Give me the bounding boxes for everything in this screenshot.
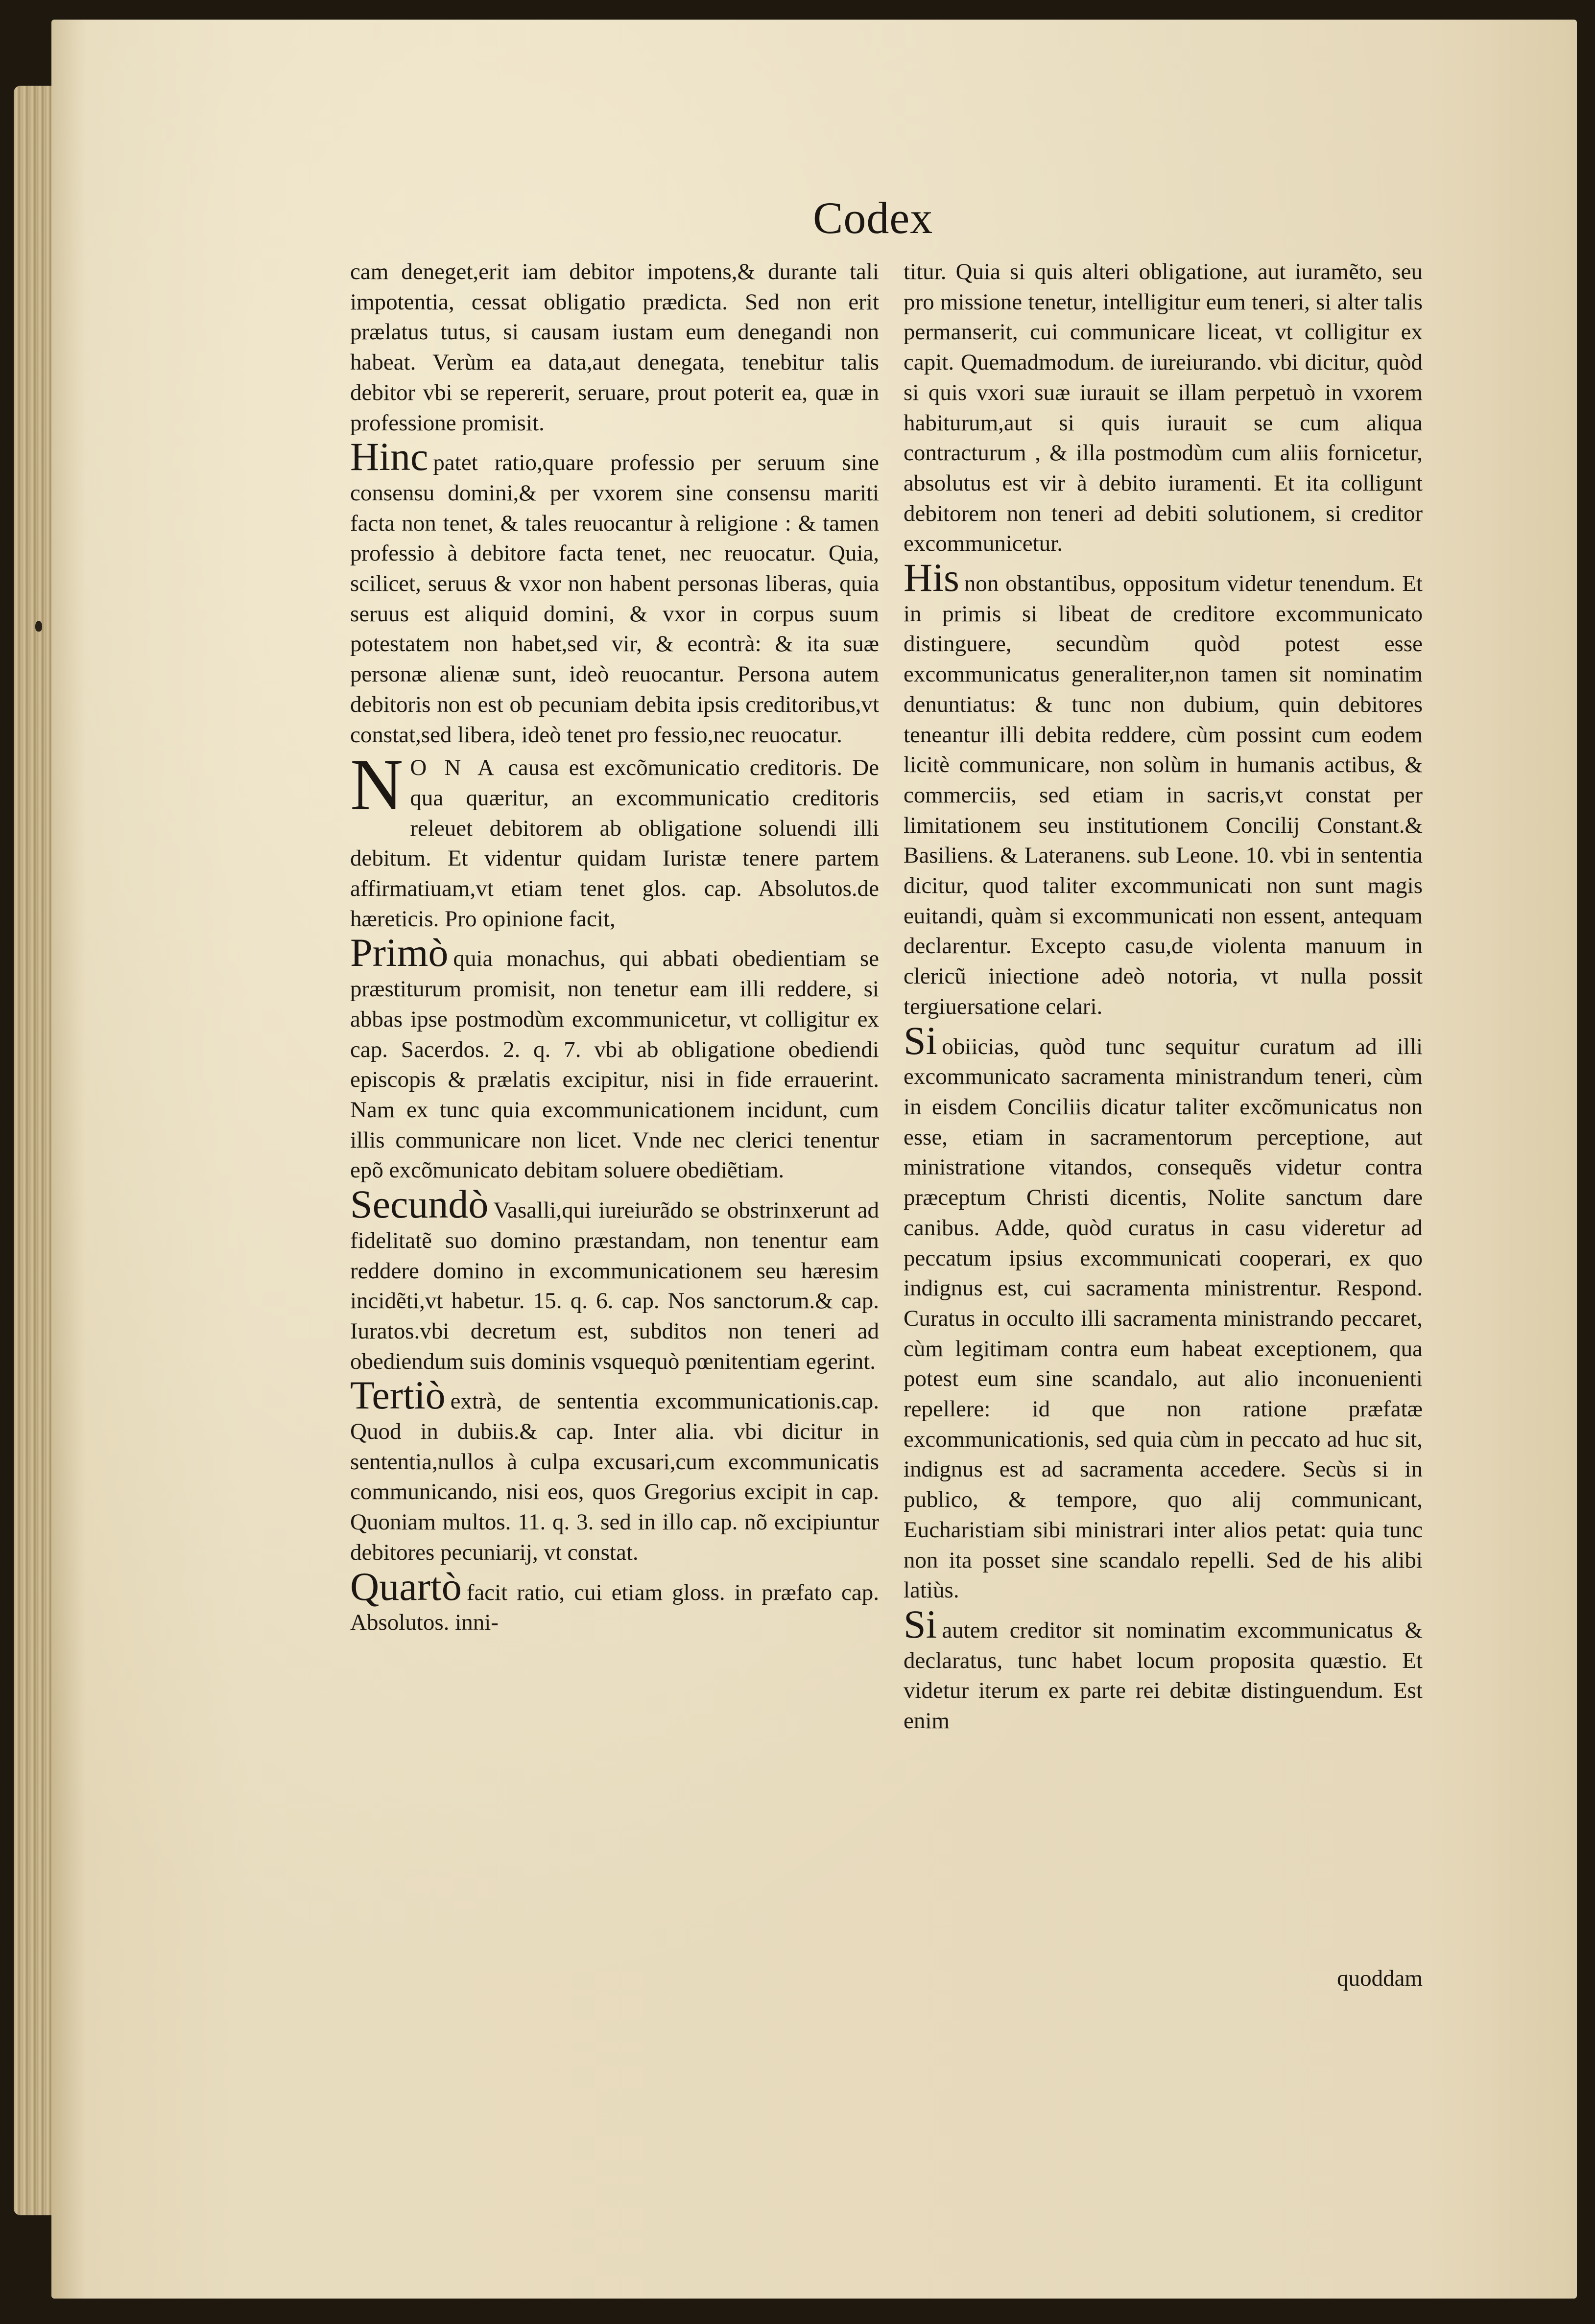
paragraph-text: facit ratio, cui etiam gloss. in præfato cap. Absolutos. inni-	[350, 1579, 879, 1636]
paragraph-lead-word: Hinc	[350, 434, 429, 479]
paragraph-text: obiicias, quòd tunc sequitur curatum ad illi excommunicato sacramenta ministrandum teneri, cùm in eisdem Conciliis dicatur taliter excõmunicatus non esse, etiam in sacramentorum perceptione, aut ministratione vitandos, consequẽs videtur contra præceptum Christi dicentis, Nolite sanctum dare canibus. Adde, quòd curatus in casu videretur ad peccatum ipsius excommunicati cooperari, ex quo indignus est, cui sacramenta ministrentur. Respond. Curatus in occulto illi sacramenta ministrando peccaret, cùm legitimam contra eum habeat exceptionem, qua potest eum sine scandalo, aut alio inconuenienti repellere: id que non ratione præfatæ excommunicationis, sed quia cùm in peccato ad huc sit, indignus est ad sacramenta accedere. Secùs si in publico, & tempore, quo alij communicant, Eucharistiam sibi ministrari inter alios petat: quia tunc non ita posset sine scandalo repelli. Sed de his alibi latiùs.	[904, 1033, 1423, 1603]
paragraph-text: non obstantibus, oppositum videtur tenendum. Et in primis si libeat de creditore excommunicato distinguere, secundùm quòd potest esse excommunicatus generaliter,non tamen sit nominatim denuntiatus: & tunc non dubium, quin debitores teneantur illi debita reddere, cùm possint cum eodem licitè communicare, non solùm in humanis actibus, & commerciis, sed etiam in sacris,vt constat per limitationem seu institutionem Concilij Constant.& Basiliens. & Lateranens. sub Leone. 10. vbi in sententia dicitur, quod taliter excommunicati non sunt magis euitandi, quàm si excommunicati non essent, antequam declarentur. Excepto casu,de violenta manuum in clericũ iniectione adeò notoria, vt nulla possit tergiuersatione celari.	[904, 571, 1423, 1019]
paragraph	[350, 1182, 879, 1377]
paragraph	[904, 1601, 1423, 1737]
paragraph-text: autem creditor sit nominatim excommunicatus & declaratus, tunc habet locum proposita quæstio. Et videtur iterum ex parte rei debitæ distinguendum. Est enim	[904, 1617, 1423, 1734]
paragraph	[350, 257, 879, 438]
ink-mark	[35, 621, 42, 632]
paragraph	[350, 1373, 879, 1568]
paragraph-text: quia monachus, qui abbati obedientiam se præstiturum promisit, non tenetur eam illi reddere, si abbas ipse postmodùm excommunicetur, vt colligitur ex cap. Sacerdos. 2. q. 7. vbi ab obligatione obediendi episcopis & prælatis excipitur, nisi in fide errauerint. Nam ex tunc quia excommunicationem incidunt, cum illis communicare non licet. Vnde nec clerici tenentur epõ excõmunicato debitam soluere obediẽtiam.	[350, 946, 879, 1183]
paragraph-lead-word: Primò	[350, 930, 449, 975]
left-column	[350, 257, 879, 1638]
paragraph-text: cam deneget,erit iam debitor impotens,& durante tali impotentia, cessat obligatio prædicta. Sed non erit prælatus tutus, si causam iustam eum denegandi non habeat. Verùm ea data,aut denegata, tenebitur talis debitor vbi se repererit, seruare, prout poterit ea, quæ in professione promisit.	[350, 259, 879, 436]
paragraph	[350, 1564, 879, 1638]
running-head: Codex	[813, 193, 933, 243]
paragraph-lead-word: Si	[904, 1601, 937, 1646]
paragraph-lead-word: Secundò	[350, 1182, 489, 1227]
paragraph	[904, 555, 1423, 1022]
paragraph-lead-word: Tertiò	[350, 1373, 446, 1418]
small-caps-word: O N A	[410, 755, 498, 781]
paragraph-lead-word: Quartò	[350, 1564, 462, 1609]
paragraph	[350, 744, 880, 934]
paragraph	[350, 434, 879, 750]
paragraph-text: titur. Quia si quis alteri obligatione, aut iuramẽto, seu pro missione tenetur, intelligitur eum teneri, si alter talis permanserit, cui communicare liceat, vt colligitur ex capit. Quemadmodum. de iureiurando. vbi dicitur, quòd si quis vxori suæ iurauit se illam perpetuò in vxorem habiturum,aut si quis iurauit se cum aliqua contracturum , & illa postmodùm cum aliis fornicetur, absolutus est vir à debito iuramenti. Et ita colligunt debitorem non teneri ad debiti solutionem, si creditor excommunicetur.	[904, 259, 1423, 557]
paragraph-lead-word: Si	[904, 1018, 937, 1063]
paragraph	[350, 930, 879, 1186]
drop-initial: N	[350, 744, 404, 826]
paragraph-text: patet ratio,quare professio per seruum sine consensu domini,& per vxorem sine consensu mariti facta non tenet, & tales reuocantur à religione : & tamen professio à debitore facta tenet, nec reuocatur. Quia, scilicet, seruus & vxor non habent personas liberas, quia seruus est aliquid domini, & vxor in corpus suum potestatem non habet,sed vir, & econtrà: & ita suæ personæ alienæ sunt, ideò reuocantur. Persona autem debitoris non est ob pecuniam debita ipsis creditoribus,vt constat,sed libera, ideò tenet pro fessio,nec reuocatur.	[350, 450, 879, 748]
paragraph-lead-word: His	[904, 555, 959, 600]
paragraph-text: Vasalli,qui iureiurãdo se obstrinxerunt ad fidelitatẽ suo domino præstandam, non tenentur eam reddere domino in excommunicationem seu hæresim incidẽti,vt habetur. 15. q. 6. cap. Nos sanctorum.& cap. Iuratos.vbi decretum est, subditos non teneri ad obediendum suis dominis vsquequò pœnitentiam egerint.	[350, 1197, 879, 1374]
paragraph-text: causa est excõmunicatio creditoris. De qua quæritur, an excommunicatio creditoris releuet debitorem ab obligatione soluendi illi debitum. Et videntur quidam Iuristæ tenere partem affirmatiuam,vt etiam tenet glos. cap. Absolutos.de hæreticis. Pro opinione facit,	[350, 755, 880, 932]
paragraph	[904, 1018, 1423, 1606]
paragraph-text: extrà, de sententia excommunicationis.cap. Quod in dubiis.& cap. Inter alia. vbi dicitur in sententia,nullos à culpa excusari,cum excommunicatis communicando, nisi eos, quos Gregorius excipit in cap. Quoniam multos. 11. q. 3. sed in illo cap. nõ excipiuntur debitores pecuniarij, vt constat.	[350, 1388, 879, 1565]
catchword: quoddam	[1337, 1966, 1423, 1991]
right-column	[904, 257, 1423, 1737]
paragraph	[904, 257, 1423, 559]
